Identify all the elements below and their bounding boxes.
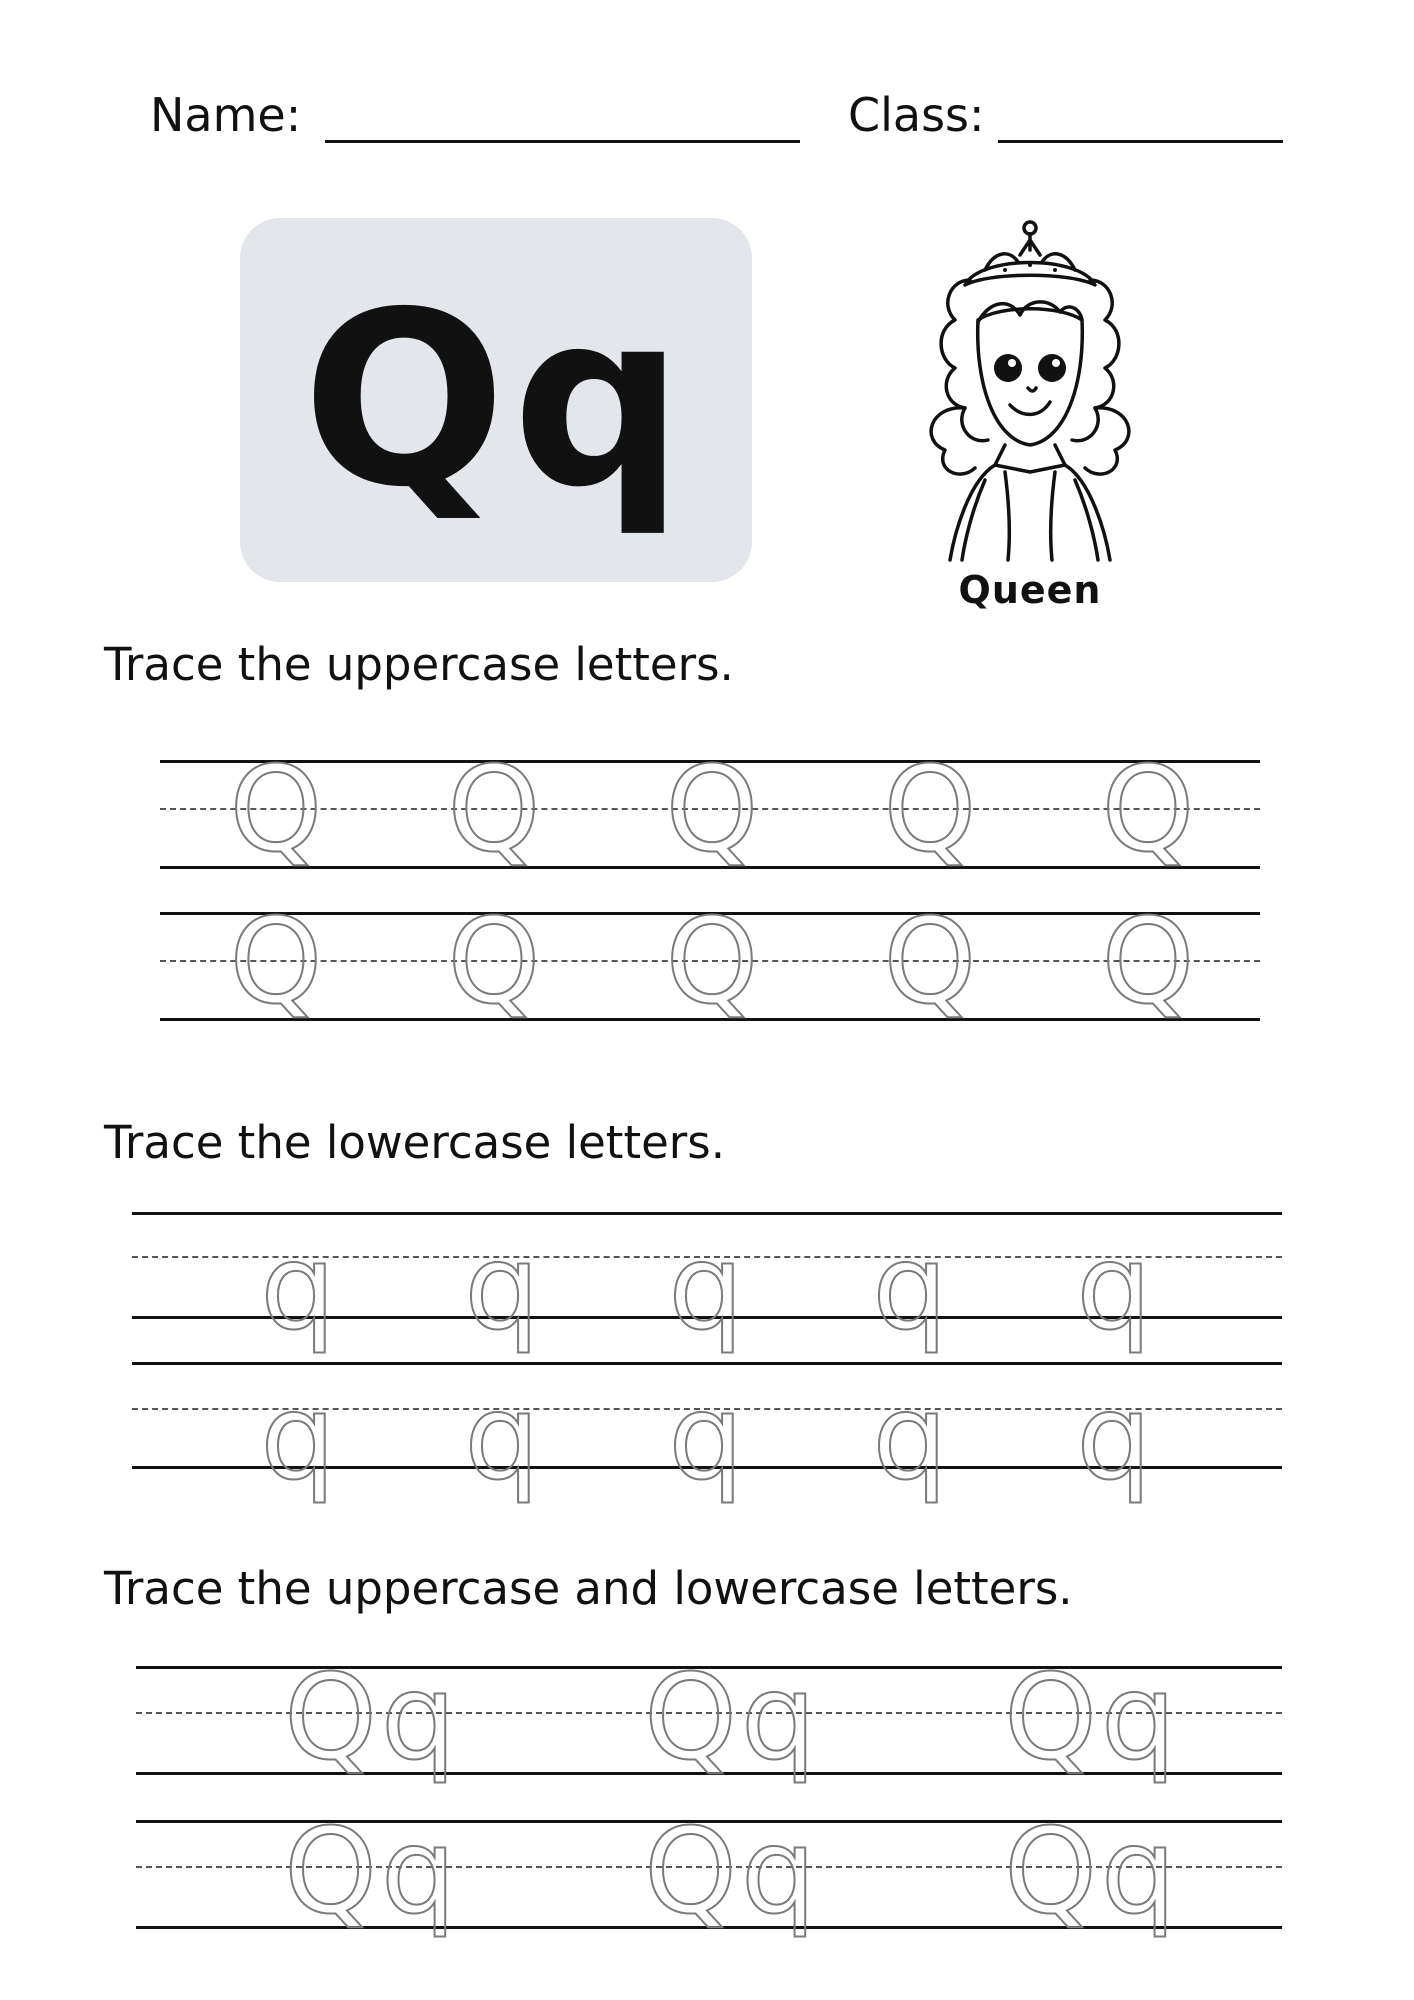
trace-letter: q (1076, 1368, 1152, 1506)
name-label: Name: (150, 88, 302, 142)
queen-illustration (910, 210, 1150, 565)
letter-card (240, 218, 752, 582)
trace-letter: q (668, 1368, 744, 1506)
trace-letter: Q (229, 892, 323, 1030)
lowercase-instruction: Trace the lowercase letters. (104, 1116, 726, 1169)
trace-letter: Q (447, 892, 541, 1030)
queen-icon (910, 210, 1150, 565)
trace-letter: q (1076, 1218, 1152, 1356)
trace-letter: q (872, 1218, 948, 1356)
lowercase-row2-top-line (132, 1362, 1282, 1365)
trace-letter: Q (1101, 740, 1195, 878)
name-field[interactable] (325, 140, 800, 143)
trace-letter-pair: Qq (644, 1648, 820, 1786)
lowercase-row1-top-line (132, 1212, 1282, 1215)
trace-letter: q (260, 1368, 336, 1506)
mixed-instruction: Trace the uppercase and lowercase letters. (104, 1562, 1073, 1615)
trace-letter: Q (447, 740, 541, 878)
trace-letter-pair: Qq (1004, 1648, 1180, 1786)
trace-letter: q (464, 1218, 540, 1356)
uppercase-instruction: Trace the uppercase letters. (104, 638, 734, 691)
trace-letter: Q (665, 892, 759, 1030)
trace-letter-pair: Qq (644, 1802, 820, 1940)
trace-letter: Q (1101, 892, 1195, 1030)
trace-letter: q (872, 1368, 948, 1506)
trace-letter-pair: Qq (1004, 1802, 1180, 1940)
class-field[interactable] (998, 140, 1283, 143)
trace-letter: q (464, 1368, 540, 1506)
trace-letter: Q (883, 740, 977, 878)
trace-letter-pair: Qq (284, 1648, 460, 1786)
trace-letter-pair: Qq (284, 1802, 460, 1940)
trace-letter: Q (665, 740, 759, 878)
picture-label: Queen (958, 568, 1102, 612)
trace-letter: Q (883, 892, 977, 1030)
trace-letter: q (260, 1218, 336, 1356)
trace-letter: q (668, 1218, 744, 1356)
class-label: Class: (848, 88, 985, 142)
big-letter: Qq (302, 260, 690, 540)
trace-letter: Q (229, 740, 323, 878)
